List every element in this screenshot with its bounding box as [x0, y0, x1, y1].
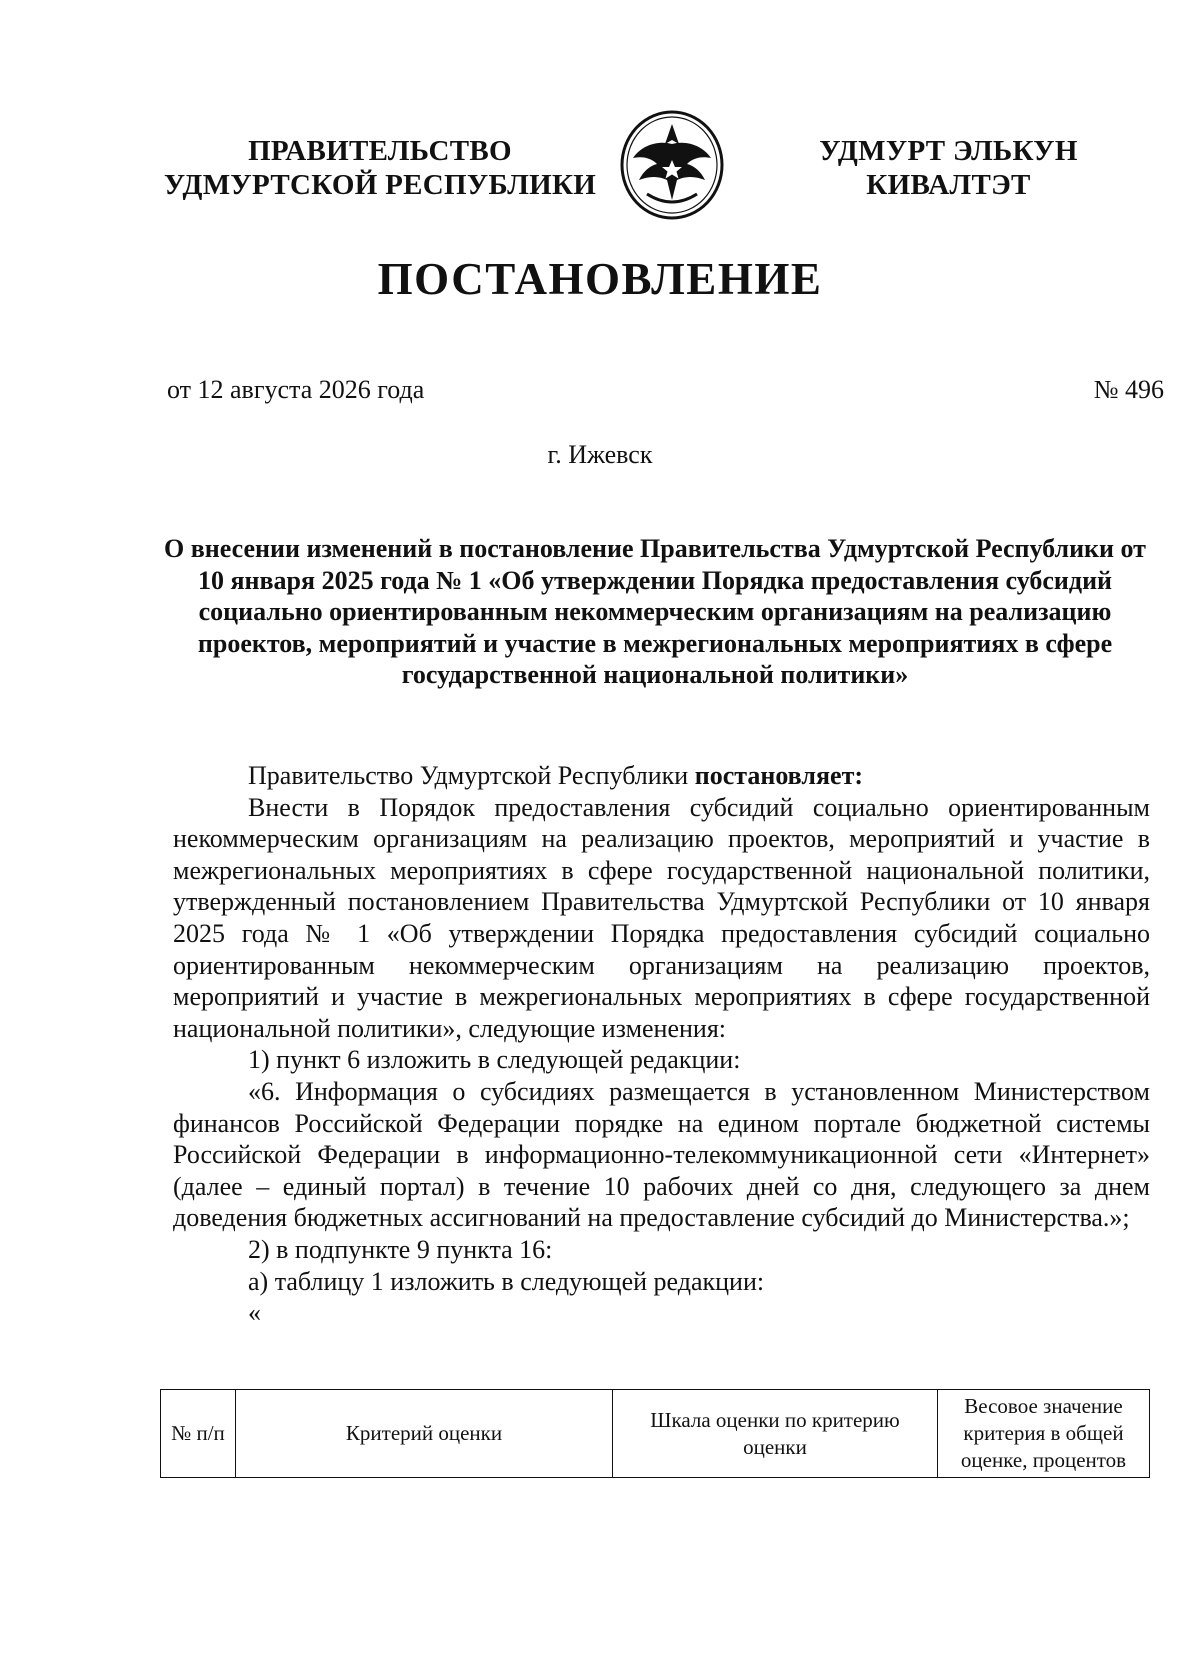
col-scale-header: Шкала оценки по критерию оценки	[613, 1390, 938, 1478]
document-title: ПОСТАНОВЛЕНИЕ	[377, 254, 823, 304]
col-number-header: № п/п	[161, 1390, 236, 1478]
criteria-table	[160, 1389, 1150, 1478]
document-number: № 496	[1093, 375, 1164, 404]
intro-paragraph: Внести в Порядок предоставления субсидий социально ориентированным некоммерческим организациям на реализацию проектов, мероприятий и участие в межрегиональных мероприятиях в сфере государственной национальной политики, утвержденный постановлением Правительства Удмуртской Республики от 10 января 2025 года № 1 «Об утверждении Порядка предоставления субсидий социально ориентированным некоммерческим организациям на реализацию проектов, мероприятий и участие в межрегиональных мероприятиях в сфере государственной национальной политики», следующие изменения:	[173, 792, 1150, 1043]
item-1: 1) пункт 6 изложить в следующей редакции:	[248, 1045, 741, 1075]
preamble	[173, 760, 1150, 792]
issuer-name-udmurt: УДМУРТ ЭЛЬКУН КИВАЛТЭТ	[819, 135, 1078, 201]
col-criterion-header: Критерий оценки	[236, 1390, 613, 1478]
item-2a: а) таблицу 1 изложить в следующей редакции:	[248, 1266, 765, 1296]
item-2: 2) в подпункте 9 пункта 16:	[248, 1234, 553, 1264]
preamble-verb: постановляет:	[694, 761, 863, 790]
document-city: г. Ижевск	[547, 440, 653, 469]
issuer-name-russian: ПРАВИТЕЛЬСТВО УДМУРТСКОЙ РЕСПУБЛИКИ	[163, 135, 597, 201]
document-date: от 12 августа 2026 года	[167, 375, 425, 404]
table-header-row	[161, 1390, 1150, 1478]
coat-of-arms-icon	[617, 110, 727, 220]
preamble-text: Правительство Удмуртской Республики	[248, 761, 695, 790]
item-1-text: «6. Информация о субсидиях размещается в установленном Министерством финансов Российской Федерации порядке на едином портале бюджетной системы Российской Федерации в информационно-телекоммуникационной сети «Интернет» (далее – единый портал) в течение 10 рабочих дней со дня, следующего за днем доведения бюджетных ассигнований на предоставление субсидий до Министерства.»;	[173, 1076, 1150, 1233]
col-weight-header: Весовое значение критерия в общей оценке, процентов	[938, 1390, 1150, 1478]
quote-open: «	[248, 1298, 261, 1328]
document-subject: О внесении изменений в постановление Правительства Удмуртской Республики от 10 января 2025 года № 1 «Об утверждении Порядка предоставления субсидий социально ориентированным некоммерческим организациям на реализацию проектов, мероприятий и участие в межрегиональных мероприятиях в сфере государственной национальной политики»	[164, 534, 1146, 689]
document-body	[173, 760, 1150, 1329]
